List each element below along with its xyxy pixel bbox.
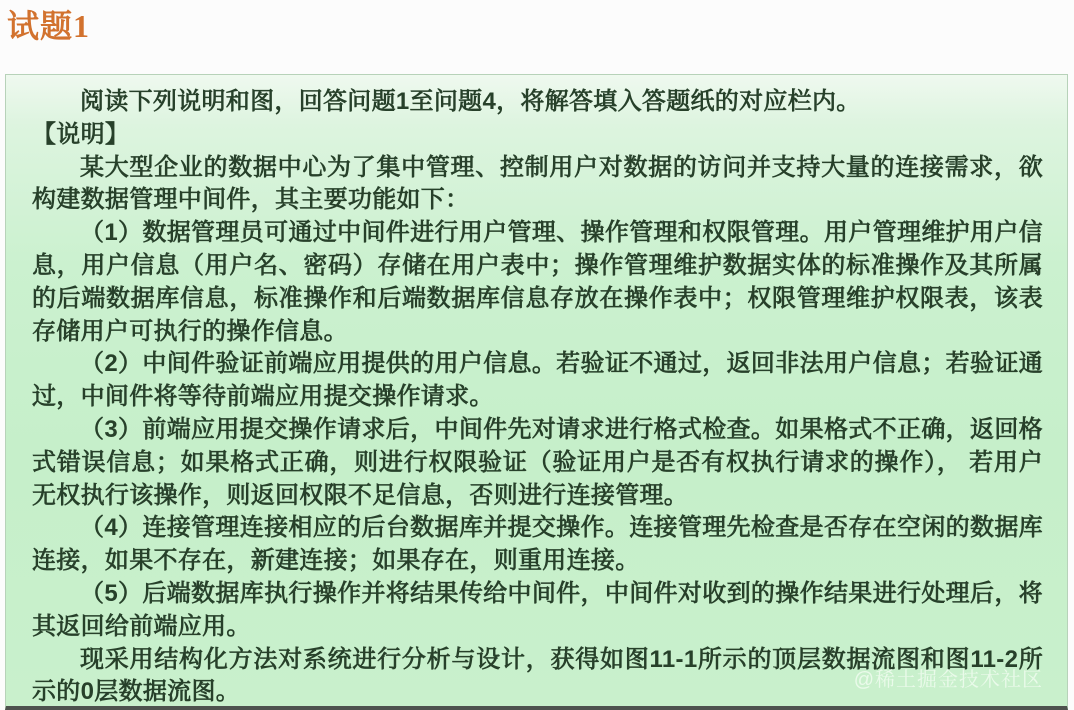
intro-text: 阅读下列说明和图，回答问题1至问题4，将解答填入答题纸的对应栏内。 bbox=[80, 88, 861, 115]
background-text: 某大型企业的数据中心为了集中管理、控制用户对数据的访问并支持大量的连接需求，欲构建数据管理中间件，其主要功能如下： bbox=[32, 153, 1043, 214]
function-item-4: （4）连接管理连接相应的后台数据库并提交操作。连接管理先检查是否存在空闲的数据库连接，如果不存在，新建连接；如果存在，则重用连接。 bbox=[32, 514, 1043, 575]
page-title: 试题1 bbox=[7, 8, 91, 44]
section-label: 【说明】 bbox=[32, 120, 130, 148]
closing-text: 现采用结构化方法对系统进行分析与设计，获得如图11-1所示的顶层数据流图和图11-2所示的0层数据流图。 bbox=[32, 645, 1043, 706]
function-item-2: （2）中间件验证前端应用提供的用户信息。若验证不通过，返回非法用户信息；若验证通过，中间件将等待前端应用提交操作请求。 bbox=[32, 350, 1043, 411]
function-item-5: （5）后端数据库执行操作并将结果传给中间件，中间件对收到的操作结果进行处理后，将其返回给前端应用。 bbox=[32, 579, 1043, 640]
function-item-1: （1）数据管理员可通过中间件进行用户管理、操作管理和权限管理。用户管理维护用户信息，用户信息（用户名、密码）存储在用户表中；操作管理维护数据实体的标准操作及其所属的后端数据库信息，标准操作和后端数据库信息存放在操作表中；权限管理维护权限表，该表存储用户可执行的操作信息。 bbox=[32, 219, 1043, 345]
watermark: @稀土掘金技术社区 bbox=[853, 669, 1043, 691]
question-panel bbox=[5, 74, 1068, 710]
function-item-3: （3）前端应用提交操作请求后，中间件先对请求进行格式检查。如果格式不正确，返回格式错误信息；如果格式正确，则进行权限验证（验证用户是否有权执行请求的操作）， 若用户无权执行该操作，则返回权限不足信息，否则进行连接管理。 bbox=[32, 415, 1043, 509]
